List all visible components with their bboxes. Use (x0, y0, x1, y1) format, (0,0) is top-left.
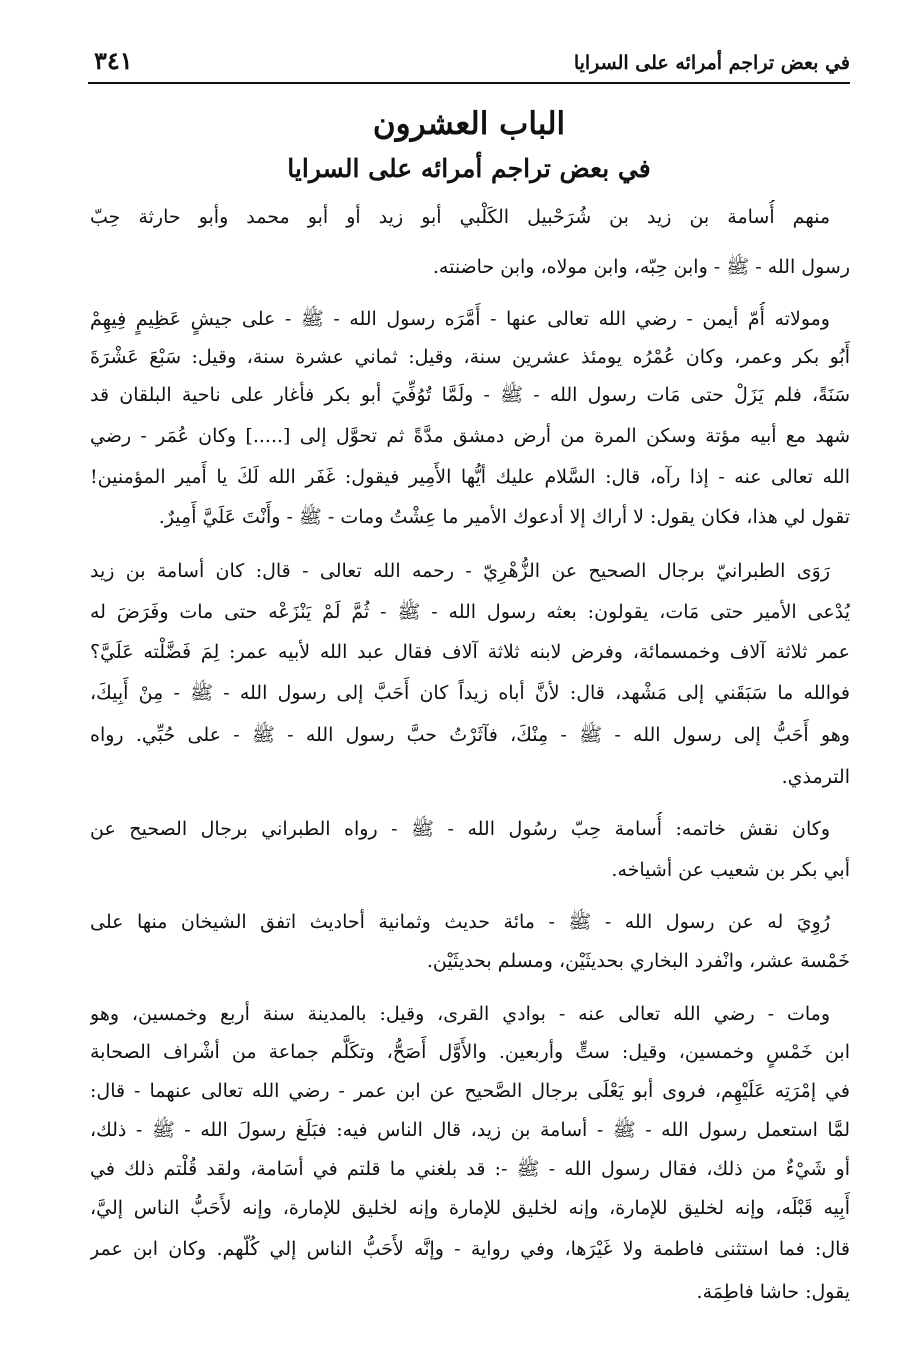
page-number: ٣٤١ (94, 46, 133, 75)
running-title: في بعض تراجم أمرائه على السرايا (573, 52, 850, 74)
text-line: رَوَى الطبرانيّ برجال الصحيح عن الزُّهْرِيّ - رحمه الله تعالى - قال: كان أسامة بن زيد (90, 560, 830, 582)
text-line: في إمْرَتِه عَلَيْهِم، فروى أبو يَعْلَى برجال الصَّحيح عن ابن عمر - رضي الله تعالى عنهما - قال: (90, 1080, 850, 1102)
text-line: رسول الله - ﷺ - وابن حِبّه، وابن مولاه، وابن حاضنته. (432, 256, 850, 278)
text-line: شهد مع أبيه مؤتة وسكن المرة من أرض دمشق مدَّةً ثم تحوَّل إلى [.....] وكان عُمَر - رضي (90, 425, 850, 447)
text-line: فوالله ما سَبَقَني إلى مَشْهد، قال: لأنَّ أباه زيداً كان أَحَبَّ إلى رسول الله - ﷺ - مِنْ أَبِيكَ، (90, 682, 850, 704)
text-line: عمر ثلاثة آلاف وخمسمائة، وفرض لابنه ثلاثة آلاف فقال عبد الله لأبيه عمر: لِمَ فَضَّلْته عَلَيَّ؟ (90, 641, 850, 663)
text-line: أو شَيْءٌ من ذلك، فقال رسول الله - ﷺ -: قد بلغني ما قلتم في أسَامة، ولقد قُلْتم ذلك في (90, 1158, 850, 1180)
running-header (88, 38, 850, 84)
text-line: رُوِيَ له عن رسول الله - ﷺ - مائة حديث وثمانية أحاديث اتفق الشيخان منها على (90, 911, 830, 933)
text-line: خَمْسة عشر، وانْفرد البخاري بحديثَيْن، ومسلم بحديثَيْن. (426, 950, 850, 972)
text-line: ومولاته أُمّ أيمن - رضي الله تعالى عنها - أَمَّرَه رسول الله - ﷺ - على جيشٍ عَظِيمٍ فِيهِمْ (90, 308, 830, 330)
text-line: لمَّا استعمل رسول الله - ﷺ - أسامة بن زيد، قال الناس فيه: فبَلَغ رسولَ الله - ﷺ - ذلك، (90, 1119, 850, 1141)
text-line: يُدْعى الأمير حتى مَات، يقولون: بعثه رسول الله - ﷺ - ثُمَّ لَمْ يَنْزَعْه حتى مات وفَرَضَ له (90, 601, 850, 623)
text-line: يقول: حاشا فاطِمَة. (696, 1281, 850, 1303)
text-line: قال: فما استثنى فاطمة ولا غَيْرَها، وفي رواية - وإنَّه لأَحَبُّ الناس إلي كُلّهم. وكان ابن عمر (90, 1238, 850, 1260)
text-line: ومات - رضي الله تعالى عنه - بوادي القرى، وقيل: بالمدينة سنة أربع وخمسين، وهو (90, 1003, 830, 1025)
text-line: الترمذي. (781, 766, 850, 788)
chapter-subtitle: في بعض تراجم أمرائه على السرايا (287, 154, 651, 183)
text-line: منهم أُسامة بن زيد بن شُرَحْبيل الكَلْبي أبو زيد أو أبو محمد وأبو حارثة حِبّ (90, 206, 830, 228)
text-line: أَبُو بكر وعمر، وكان عُمْرُه يومئذ عشرين سنة، وقيل: ثماني عشرة سنة، وقيل: سَبْعَ عَشْرَةَ (90, 346, 850, 368)
text-line: سَنَةً، فلم يَزَلْ حتى مَات رسول الله - ﷺ - ولَمَّا تُوُفِّيَ أبو بكر فأغار على ناحية البلقان قد (90, 384, 850, 406)
text-line: أبي بكر بن شعيب عن أشياخه. (611, 859, 850, 881)
text-line: وهو أَحَبُّ إلى رسول الله - ﷺ - مِنْكَ، فآثَرْتُ حبَّ رسول الله - ﷺ - على حُبِّي. رواه (90, 724, 850, 746)
chapter-title: الباب العشرون (372, 106, 566, 142)
text-line: تقول لي هذا، فكان يقول: لا أراك إلا أدعوك الأمير ما عِشْتُ ومات - ﷺ - وأَنْتَ عَلَيَّ أَمِيرٌ. (158, 506, 850, 528)
text-line: وكان نقش خاتمه: أُسامة حِبّ رسُول الله - ﷺ - رواه الطبراني برجال الصحيح عن (90, 818, 830, 840)
text-line: الله تعالى عنه - إذا رآه، قال: السَّلام عليك أيُّها الأَمِير فيقول: غَفَر الله لَكَ يا أَمير المؤمنين! (90, 466, 850, 488)
text-line: أَبِيه قَبْلَه، وإنه لخليق للإمارة، وإنه لخليق للإمارة وإنه لخليق للإمارة، وإنه لأَحَبُّ الناس إليَّ، (90, 1197, 850, 1219)
text-line: ابن خَمْسٍ وخمسين، وقيل: ستٍّ وأربعين. والأَوَّل أَصَحُّ، وتكَلَّم جماعة من أشْراف الصحابة (90, 1041, 850, 1063)
